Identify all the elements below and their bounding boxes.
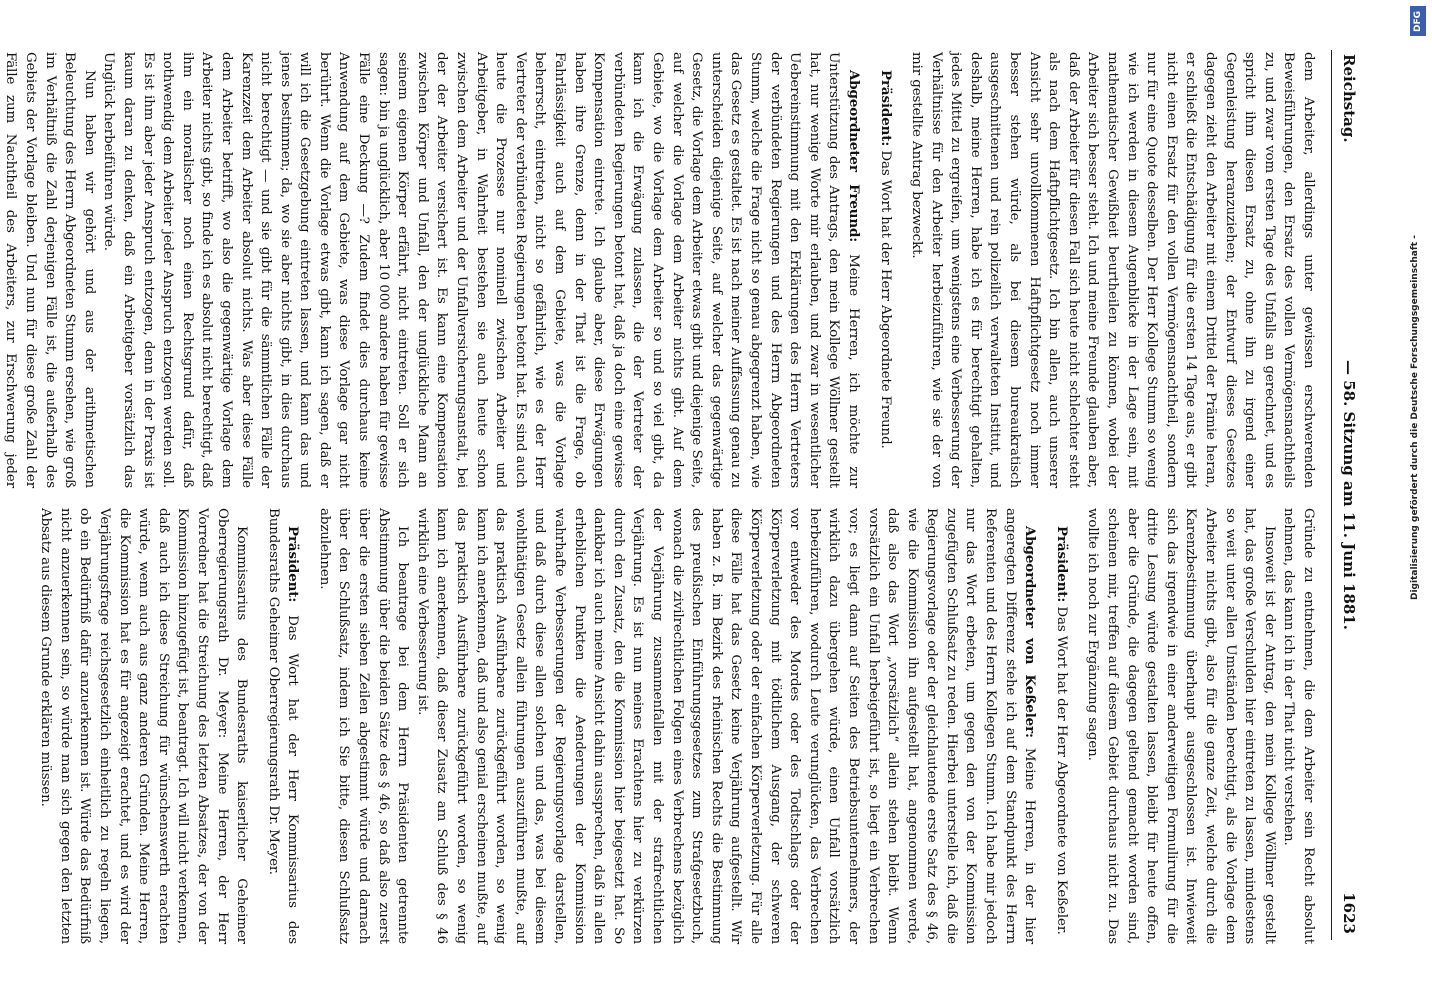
header-publication: Reichstag. (1340, 54, 1358, 143)
body-paragraph: dem Arbeiter, allerdings unter gewissen erschwerenden Beweisführungen, den Ersatz des vollen Vermögensnachtheils zu, und zwar vom ersten Tage des Unfalls an gerechnet, und es spricht ihm diesen Ersatz zu, ohne ihn zu irgend einer Gegenleistung heranzuziehen; der Entwurf dieses Gesetzes dagegen zieht den Arbeiter mit einem Drittel der Prämie heran, er schließt die Entschädigung für die ersten 14 Tage aus, er gibt nicht einen Ersatz für den vollen Vermögensnachtheil, sondern nur für eine Quote desselben. Der Herr Kollege Stumm so wenig wie ich werden in diesem Augenblicke in der Lage sein, mit mathematischer Gewißheit beurtheilen zu können, wobei der Arbeiter sich besser steht. Ich und meine Freunde glauben aber, daß der Arbeiter für diesen Fall sich heute nicht schlechter steht als nach dem Haftpflichtgesetz. Ich bin allen, auch unserer Ansicht sehr unvollkommenen Haftpflichtgesetz noch immer besser stehen würde, als bei diesem bureaukratisch ausgeschnittenen und rein polizeilich verwalteten Institut, und deshalb, meine Herren, habe ich es für berechtigt gehalten, jedes Mittel zu ergreifen, um wenigstens eine Verbesserung der Verhältnisse für den Arbeiter herbeizuführen, wie sie der von mir gestellte Antrag bezweckt. (909, 52, 1316, 488)
paragraph-gap (251, 508, 263, 944)
speech-paragraph (263, 508, 302, 944)
speaker-name: Präsident: (285, 526, 302, 603)
speech-text: Das Wort hat der Herr Abgeordnete von Keßeler. (1053, 606, 1069, 935)
paragraph-gap (1071, 508, 1083, 944)
body-paragraph: Insoweit ist der Antrag, den mein Kollege Wöllmer gestellt hat, das große Verschulden hier eintreten zu lassen, mindestens so weit unter allen Umständen berechtigt, als die Vorlage dem Arbeiter nichts gibt, also für die ganze Zeit, welche durch die Karenzbestimmung überhaupt ausgeschlossen ist. Inwieweit sich das irgendwie in einer anderweitigen Formulirung für die dritte Lesung würde gestalten lassen, bleibt für heute offen, aber die Gründe, die dagegen geltend gemacht worden sind, scheinen mir, treffen auf diesem Gebiet durchaus nicht zu. Das wollte ich noch zur Ergänzung sagen. (1085, 508, 1277, 944)
speech-paragraph (875, 52, 895, 488)
page-header (1331, 50, 1372, 940)
speaker-name: Präsident: (1053, 526, 1070, 603)
paragraph-gap (895, 52, 907, 488)
dfg-credit-text: Digitalisierung gefördert durch die Deutsche Forschungsgemeinschaft - (1410, 235, 1420, 600)
speaker-name: Präsident: (877, 70, 894, 147)
body-paragraph: Nun haben wir gehört und aus der arithmetischen Beleuchtung des Herrn Abgeordneten Stumm ersehen, wie groß im Verhältniß die Zahl derjenigen Fälle ist, die außerhalb des Gebiets der Vorlage bleiben. Und nun für diese große Zahl der Fälle zum Nachtheil des Arbeiters, zur Erschwerung jeder (3, 52, 97, 488)
right-column (38, 508, 1318, 944)
body-paragraph: Ich beantrage bei dem Herrn Präsidenten getrennte Abstimmung über die beiden Sätze des § 46, so daß also zuerst über die ersten sieben Zeilen abgestimmt würde und darnach über den Schlußsatz, indem ich Sie bitte, diesen Schlußsatz abzulehnen. (316, 508, 411, 944)
paragraph-gap (302, 508, 314, 944)
header-session: — 58. Sitzung am 11. Juni 1881. (1340, 360, 1358, 630)
speech-paragraph (99, 52, 863, 488)
dfg-logo: DFG (1410, 6, 1426, 36)
body-paragraph: Gründe zu entnehmen, die dem Arbeiter sein Recht absolut nehmen, das kann ich in der That nicht verstehen. (1281, 508, 1316, 944)
speech-text: Meine Herren, in der hier angeregten Differenz stehe ich auf dem Standpunkt des Herrn Referenten und des Herrn Kollegen Stumm. Ich habe mir jedoch nur das Wort erbeten, um gegen den von der Kommission zugefügten Schlußsatz zu reden. Hierbei unterstelle ich, daß die Regierungsvorlage oder der gleichlautende erste Satz des § 46, wie die Kommission ihn aufgestellt hat, angenommen werde, daß also das Wort „vorsätzlich“ allein stehen bleibt. Wenn vorsätzlich ein Unfall herbeigeführt ist, so liegt ein Verbrechen vor; es liegt dann auf Seiten des Betriebsunternehmers, der wirklich dazu übergehen würde, einen Unfall vorsätzlich herbeizuführen, wodurch Leute verunglücken, das Verbrechen vor entweder des Mordes oder des Todtschlags oder der Körperverletzung mit tödtlichem Ausgang, der schweren Körperverletzung oder der einfachen Körperverletzung. Für alle diese Fälle hat das Gesetz keine Verjährung aufgestellt. Wir haben z. B. im Bezirk des rheinischen Rechts die Bestimmung des preußischen Einführungsgesetzes zum Strafgesetzbuch, wonach die zivilrechtlichen Folgen eines Verbrechens bezüglich der Verjährung zusammenfallen mit der strafrechtlichen Verjährung. Es ist nun meines Erachtens hier zu verkürzen durch den Zusatz, den die Kommission hier beigesetzt hat. So dankbar ich auch meine Ansicht dahin aussprechen, daß in allen erheblichen Punkten die Aenderungen der Kommission wahrhafte Verbesserungen der Regierungsvorlage darstellen, und daß durch diese allen solchen und das, was bei diesem wohlthätigen Gesetz allein führungen auszuführen mußte, auf das praktisch Ausführbare zurückgeführt worden, so wenig kann ich anerkennen, daß und also genial erscheinen mußte, auf das praktisch Ausführbare zurückgeführt worden, so wenig kann ich anerkennen, daß dieser Zusatz am Schluß des § 46 wirklich eine Verbesserung ist. (414, 508, 1038, 944)
left-column (3, 52, 1318, 488)
body-paragraph: Kommissarius des Bundesraths kaiserlicher Geheimer Oberregierungsrath Dr. Meyer: Meine Herren, der Herr Vorredner hat die Streichung des letzten Absatzes, der von der Kommission hinzugefügt ist, beantragt. Ich will nicht verkennen, daß auch ich diese Streichung für wünschenswerth erachten würde, wenn auch aus ganz anderen Gründen. Meine Herren, die Kommission hat es für angezeigt erachtet, und es wird der Verjährungsfrage reichsgesetzlich einheitlich zu regeln liegen, ob ein Bedürfniß dafür anzuerkennen ist. Würde das Bedürfniß nicht anzuerkennen sein, so würde man sich gegen den letzten Absatz aus diesem Grunde erklären müssen. (38, 508, 250, 944)
speaker-name: Abgeordneter Freund: (845, 70, 862, 243)
speech-paragraph (1051, 508, 1071, 944)
paragraph-gap (1039, 508, 1051, 944)
speech-text: Das Wort hat der Herr Abgeordnete Freund. (877, 150, 893, 449)
dfg-credit-strip (1402, 0, 1432, 1000)
paragraph-gap (863, 52, 875, 488)
speech-text: Das Wort hat der Herr Kommissarius des Bundesraths Geheimer Oberregierungsrath Dr. Meyer. (265, 508, 301, 944)
page-number: 1623 (1340, 892, 1358, 934)
speech-text: Meine Herren, ich möchte zur Unterstützung des Antrags, den mein Kollege Wöllmer gestellt hat, nur wenige Worte mir erlauben, und zwar in wesentlicher Uebereinstimmung mit den Erklärungen des Herrn Vertreters der verbündeten Regierungen und des Herrn Abgeordneten Stumm, welche die Frage nicht so genau abgegrenzt haben, wie das Gesetz es gestaltet. Es ist nach meiner Auffassung genau zu unterscheiden diejenige Seite, auf welcher das gegenwärtige Gesetz, die Vorlage dem Arbeiter etwas gibt und diejenige Seite, auf welcher die Vorlage dem Arbeiter nichts gibt. Auf dem Gebiete, wo die Vorlage dem Arbeiter so und so viel gibt, da kann ich die Erwägung zulassen, die der Vertreter der verbündeten Regierungen betont hat, daß ja doch eine gewisse Kompensation eintrete. Ich glaube aber, diese Erwägungen haben ihre Grenze, denn in der That ist die Frage, ob Fahrlässigkeit auch auf dem Gebiete, was die Vorlage beherrscht, eintreten, nicht so gefährlich, wie es der Herr Vertreter der verbündeten Regierungen betont hat. Es sind auch heute die Prozesse nur nominell zwischen Arbeiter und Arbeitgeber, in Wahrheit bestehen sie auch heute schon zwischen dem Arbeiter und der Unfallversicherungsanstalt, bei der der Arbeiter versichert ist. Es kann eine Kompensation zwischen Körper und Unfall, den der unglückliche Mann an seinem eigenen Körper erfährt, nicht eintreten. Soll er sich sagen: bin ja unglücklich, aber 10 000 andere haben für gewisse Fälle eine Deckung —? Zudem findet dies durchaus keine Anwendung auf dem Gebiete, was diese Vorlage gar nicht berührt. Wenn die Vorlage etwas gibt, kann ich sagen, daß er will ich die Gesetzgebung eintreten lassen, und kann das und jenes bestimmen; da, wo sie aber nichts gibt, in dies durchaus nicht berechtigt — und sie gibt für die sämmtlichen Fälle der Karenzzeit dem Arbeiter absolut nichts. Was aber diese Fälle dem Arbeiter betrifft, wo also die gegenwärtige Vorlage dem Arbeiter nichts gibt, so finde ich es absolut nicht berechtigt, daß ihm ein moralischer noch einen Rechtsgrund dafür, daß nothwendig dem Arbeiter jeder Anspruch entzogen werden soll. Es ist ihm aber jeder Anspruch entzogen, denn in der Praxis ist kaum daran zu denken, daß ein Arbeitgeber vorsätzlich das Unglück herbeiführen würde. (101, 52, 861, 488)
speaker-name: Abgeordneter von Keßeler: (1022, 526, 1039, 738)
speech-paragraph (412, 508, 1039, 944)
scanned-page (3, 30, 1396, 970)
